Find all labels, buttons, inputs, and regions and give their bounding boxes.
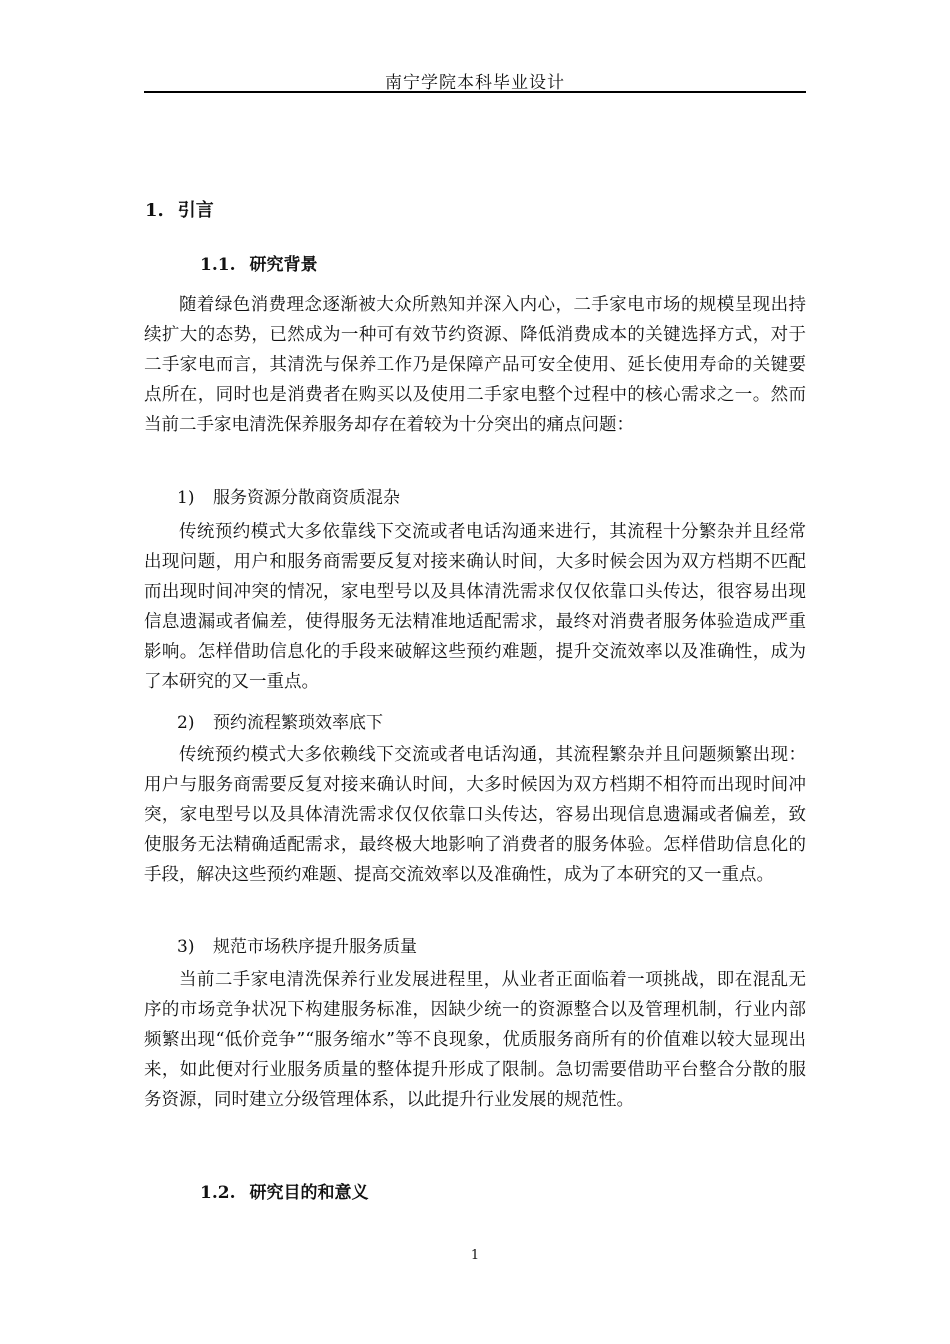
list-item-label: 规范市场秩序提升服务质量 <box>213 937 417 957</box>
list-item-number: 3) <box>177 937 195 957</box>
section-title: 研究目的和意义 <box>249 1183 369 1203</box>
chapter-heading <box>145 196 214 222</box>
section-heading-1-2 <box>200 1178 369 1203</box>
page-header-title: 南宁学院本科毕业设计 <box>385 73 565 93</box>
section-title: 研究背景 <box>249 255 318 275</box>
header-rule <box>144 91 806 93</box>
list-item-title <box>177 483 400 513</box>
list-item-label: 预约流程繁琐效率底下 <box>213 713 383 733</box>
section-number: 1.1. <box>200 255 236 275</box>
page-number: 1 <box>470 1248 480 1263</box>
chapter-number: 1. <box>145 200 164 221</box>
intro-paragraph: 随着绿色消费理念逐渐被大众所熟知并深入内心，二手家电市场的规模呈现出持续扩大的态势，已然成为一种可有效节约资源、降低消费成本的关键选择方式，对于二手家电而言，其清洗与保养工作乃是保障产品可安全使用、延长使用寿命的关键要点所在，同时也是消费者在购买以及使用二手家电整个过程中的核心需求之一。然而当前二手家电清洗保养服务却存在着较为十分突出的痛点问题： <box>144 295 806 435</box>
list-item-label: 服务资源分散商资质混杂 <box>213 488 400 508</box>
section-heading-1-1 <box>200 250 318 275</box>
list-item-number: 2) <box>177 713 195 733</box>
list-item-body: 传统预约模式大多依赖线下交流或者电话沟通，其流程繁杂并且问题频繁出现：用户与服务商需要反复对接来确认时间，大多时候因为双方档期不相符而出现时间冲突，家电型号以及具体清洗需求仅仅依靠口头传达，容易出现信息遗漏或者偏差，致使服务无法精确适配需求，最终极大地影响了消费者的服务体验。怎样借助信息化的手段，解决这些预约难题、提高交流效率以及准确性，成为了本研究的又一重点。 <box>144 745 806 885</box>
list-item-body: 当前二手家电清洗保养行业发展进程里，从业者正面临着一项挑战，即在混乱无序的市场竞争状况下构建服务标准，因缺少统一的资源整合以及管理机制，行业内部频繁出现“低价竞争”“服务缩水”等不良现象，优质服务商所有的价值难以较大显现出来，如此便对行业服务质量的整体提升形成了限制。急切需要借助平台整合分散的服务资源，同时建立分级管理体系，以此提升行业发展的规范性。 <box>144 970 806 1110</box>
list-item-body: 传统预约模式大多依靠线下交流或者电话沟通来进行，其流程十分繁杂并且经常出现问题，用户和服务商需要反复对接来确认时间，大多时候会因为双方档期不匹配而出现时间冲突的情况，家电型号以及具体清洗需求仅仅依靠口头传达，很容易出现信息遗漏或者偏差，使得服务无法精准地适配需求，最终对消费者服务体验造成严重影响。怎样借助信息化的手段来破解这些预约难题，提升交流效率以及准确性，成为了本研究的又一重点。 <box>144 522 806 692</box>
list-item-number: 1) <box>177 488 195 508</box>
section-number: 1.2. <box>200 1183 236 1203</box>
list-item-title <box>177 708 383 738</box>
list-item-title <box>177 932 417 962</box>
chapter-title: 引言 <box>177 200 214 221</box>
